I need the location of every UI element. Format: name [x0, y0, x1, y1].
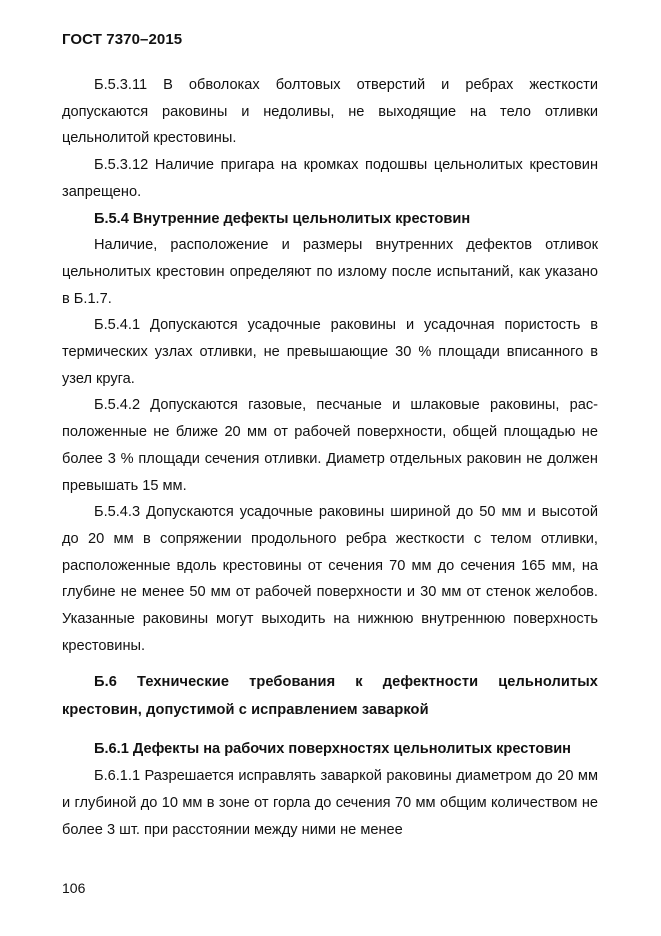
paragraph-b542: Б.5.4.2 Допускаются газовые, песчаные и шлаковые раковины, расположенные не ближе 20 мм от рабочей поверхности, общей площадью не более 3 % площади сечения отливки. Диаметр отдельных раковин не должен превышать 15 мм.: [62, 397, 598, 494]
document-header: ГОСТ 7370–2015: [62, 31, 183, 48]
section-heading-b61: Б.6.1 Дефекты на рабочих поверхностях цельнолитых крестовин: [94, 741, 571, 758]
paragraph-b541: Б.5.4.1 Допускаются усадочные раковины и усадочная пористость в термических узлах отливки, не превышающие 30 % площади вписанного в узел круга.: [62, 317, 598, 387]
paragraph-b543: Б.5.4.3 Допускаются усадочные раковины шириной до 50 мм и высотой до 20 мм в сопряжении продольного ребра жесткости с телом отливки, расположенные вдоль крестовины от сечения 70 мм до сечения 165 мм, на глубине не менее 50 мм от рабочей поверхности и 30 мм от стенок желобов. Указанные раковины могут выходить на нижнюю внутреннюю поверхность крестовины.: [62, 504, 598, 654]
section-heading-b6: Б.6 Технические требования к дефектности цельнолитых крестовин, допустимой с исправлением заваркой: [62, 674, 598, 718]
page-number: 106: [62, 880, 86, 896]
paragraph-b54-intro: Наличие, расположение и размеры внутренних дефектов отливок цельнолитых крестовин определяют по излому после испытаний, как указано в Б.1.7.: [62, 237, 598, 307]
paragraph-b5311: Б.5.3.11 В обволоках болтовых отверстий и ребрах жесткости допускаются раковины и недоливы, не выходящие на тело отливки цельнолитой крестовины.: [62, 77, 598, 147]
paragraph-b5312: Б.5.3.12 Наличие пригара на кромках подошвы цельнолитых крестовин запрещено.: [62, 157, 598, 200]
paragraph-b6111: Б.6.1.1 Разрешается исправлять заваркой раковины диаметром до 20 мм и глубиной до 10 мм в зоне от горла до сечения 70 мм общим количеством не более 3 шт. при расстоянии между ними не менее: [62, 768, 598, 838]
section-heading-b54: Б.5.4 Внутренние дефекты цельнолитых крестовин: [94, 210, 471, 227]
document-body: [62, 72, 598, 844]
